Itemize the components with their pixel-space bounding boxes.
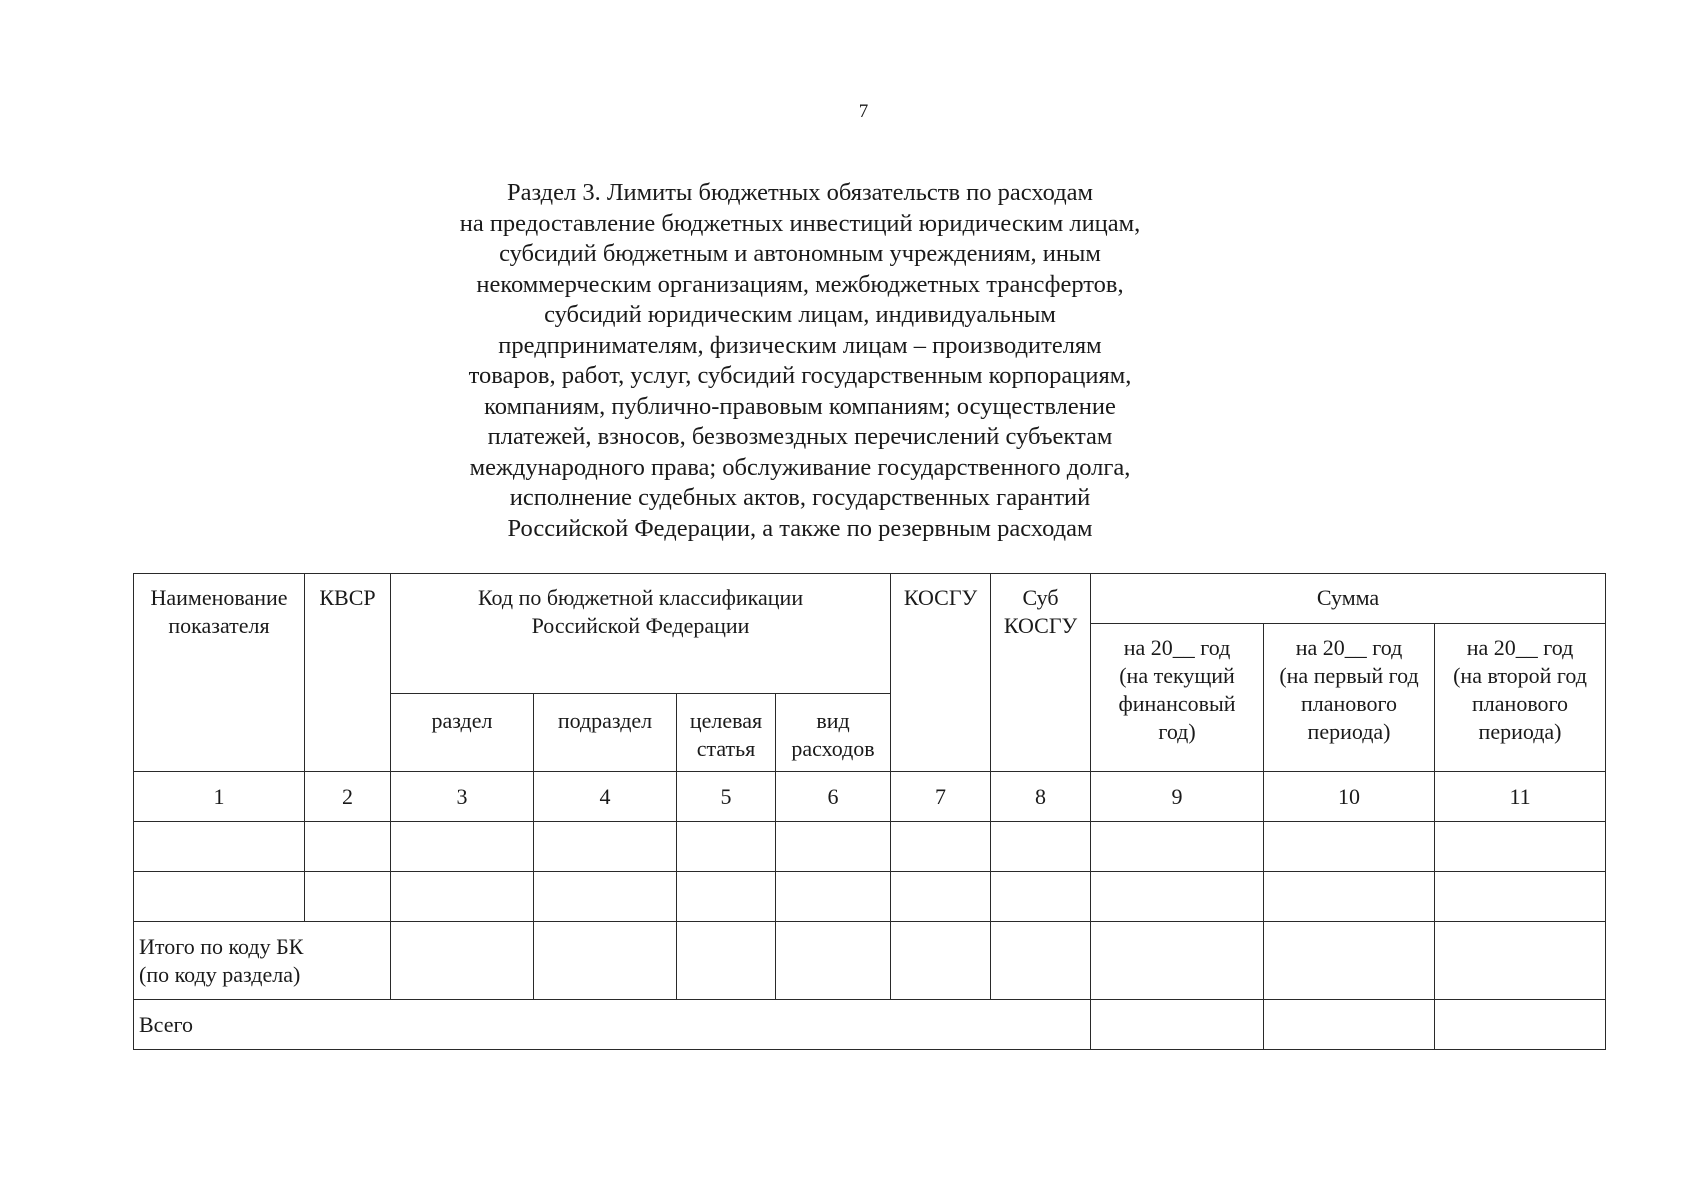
subtotal-row: [134, 922, 1606, 1000]
header-sub-kosgu: [991, 574, 1091, 772]
table-cell: [776, 922, 891, 1000]
table-cell: [776, 822, 891, 872]
table-cell: [776, 872, 891, 922]
table-cell: [534, 822, 677, 872]
table-cell: [1091, 922, 1264, 1000]
column-number: 10: [1264, 772, 1435, 822]
table-cell: [534, 872, 677, 922]
header-text: КОСГУ: [1003, 613, 1078, 638]
subtotal-text: Итого по коду БК: [139, 933, 304, 959]
header-celevaya-statya: [677, 694, 776, 772]
table-cell: [534, 922, 677, 1000]
header-name: [134, 574, 305, 772]
column-number: 9: [1091, 772, 1264, 822]
header-text: на 20__ год: [1295, 635, 1403, 660]
heading-line: предпринимателям, физическим лицам – производителям: [498, 331, 1102, 359]
header-text: (на второй год: [1453, 663, 1587, 688]
table-cell: [891, 872, 991, 922]
column-number: 1: [134, 772, 305, 822]
header-year-current: [1091, 624, 1264, 772]
header-text: на 20__ год: [1466, 635, 1574, 660]
subtotal-label: [134, 922, 391, 1000]
table-cell: [991, 822, 1091, 872]
table-cell: [305, 822, 391, 872]
table-cell: [391, 922, 534, 1000]
table-cell: [991, 872, 1091, 922]
table-cell: [391, 872, 534, 922]
column-number: 8: [991, 772, 1091, 822]
column-number-row: [134, 772, 1606, 822]
header-text: планового: [1301, 691, 1398, 716]
table-cell: [1435, 822, 1606, 872]
section-heading: [340, 178, 1260, 544]
total-row: [134, 1000, 1606, 1050]
heading-line: Российской Федерации, а также по резервным расходам: [507, 514, 1093, 542]
header-text: КОСГУ: [903, 585, 978, 610]
table-cell: [677, 922, 776, 1000]
table-cell: [1091, 822, 1264, 872]
header-year-first-plan: [1264, 624, 1435, 772]
header-text: вид: [816, 708, 850, 733]
table-cell: [891, 922, 991, 1000]
heading-line: Раздел 3. Лимиты бюджетных обязательств по расходам: [506, 179, 1094, 206]
table-cell: [1264, 872, 1435, 922]
header-text: целевая: [689, 708, 763, 733]
table-row: [134, 872, 1606, 922]
header-vid-raskhodov: [776, 694, 891, 772]
column-number: 11: [1435, 772, 1606, 822]
header-text: раздел: [431, 708, 493, 733]
header-year-second-plan: [1435, 624, 1606, 772]
header-text: периода): [1478, 719, 1562, 744]
header-text: Суб: [1022, 585, 1059, 610]
table-cell: [305, 872, 391, 922]
total-label: Всего: [134, 1000, 1091, 1050]
header-text: КВСР: [319, 585, 376, 610]
heading-line: платежей, взносов, безвозмездных перечислений субъектам: [487, 423, 1113, 450]
heading-line: на предоставление бюджетных инвестиций юридическим лицам,: [459, 209, 1141, 237]
heading-line: субсидий юридическим лицам, индивидуальным: [544, 301, 1056, 328]
heading-line: международного права; обслуживание государственного долга,: [469, 453, 1131, 481]
header-text: (на текущий: [1119, 663, 1235, 688]
table-cell: [991, 922, 1091, 1000]
header-text: Российской Федерации: [531, 613, 750, 638]
table-cell: [891, 822, 991, 872]
page-number: 7: [858, 101, 869, 122]
table-cell: [1435, 922, 1606, 1000]
table-cell: [1091, 1000, 1264, 1050]
header-text: год): [1158, 719, 1196, 744]
header-kosgu: [891, 574, 991, 772]
header-text: финансовый: [1118, 691, 1236, 716]
header-text: расходов: [791, 736, 875, 761]
limits-table: [133, 573, 1606, 1050]
heading-line: некоммерческим организациям, межбюджетных трансфертов,: [476, 270, 1124, 298]
table-cell: [677, 822, 776, 872]
header-sum: [1091, 574, 1606, 624]
header-text: показателя: [168, 613, 270, 638]
column-number: 6: [776, 772, 891, 822]
table-cell: [1435, 872, 1606, 922]
header-text: Наименование: [150, 585, 288, 610]
heading-line: субсидий бюджетным и автономным учреждениям, иным: [499, 240, 1101, 267]
header-text: планового: [1472, 691, 1569, 716]
column-number: 5: [677, 772, 776, 822]
column-number: 4: [534, 772, 677, 822]
column-number: 7: [891, 772, 991, 822]
header-podrazdel: [534, 694, 677, 772]
header-text: периода): [1307, 719, 1391, 744]
table-cell: [1264, 822, 1435, 872]
header-kvsr: [305, 574, 391, 772]
heading-line: исполнение судебных актов, государственных гарантий: [509, 484, 1091, 511]
header-text: Код по бюджетной классификации: [477, 585, 804, 610]
heading-line: товаров, работ, услуг, субсидий государственным корпорациям,: [468, 362, 1132, 389]
table-cell: [134, 872, 305, 922]
table-cell: [1264, 1000, 1435, 1050]
table-row: [134, 822, 1606, 872]
header-razdel: [391, 694, 534, 772]
header-text: на 20__ год: [1123, 635, 1231, 660]
table-cell: [134, 822, 305, 872]
table-cell: [677, 872, 776, 922]
header-text: подраздел: [557, 708, 653, 733]
table-cell: [1091, 872, 1264, 922]
header-bk-code: [391, 574, 891, 694]
header-text: (на первый год: [1279, 663, 1419, 688]
header-text: Сумма: [1316, 585, 1380, 610]
heading-line: компаниям, публично-правовым компаниям; осуществление: [484, 392, 1116, 420]
table-cell: [391, 822, 534, 872]
subtotal-text: (по коду раздела): [139, 961, 301, 987]
header-text: статья: [696, 736, 756, 761]
column-number: 2: [305, 772, 391, 822]
table-cell: [1435, 1000, 1606, 1050]
header-row-1: [134, 574, 1606, 624]
table-cell: [1264, 922, 1435, 1000]
column-number: 3: [391, 772, 534, 822]
